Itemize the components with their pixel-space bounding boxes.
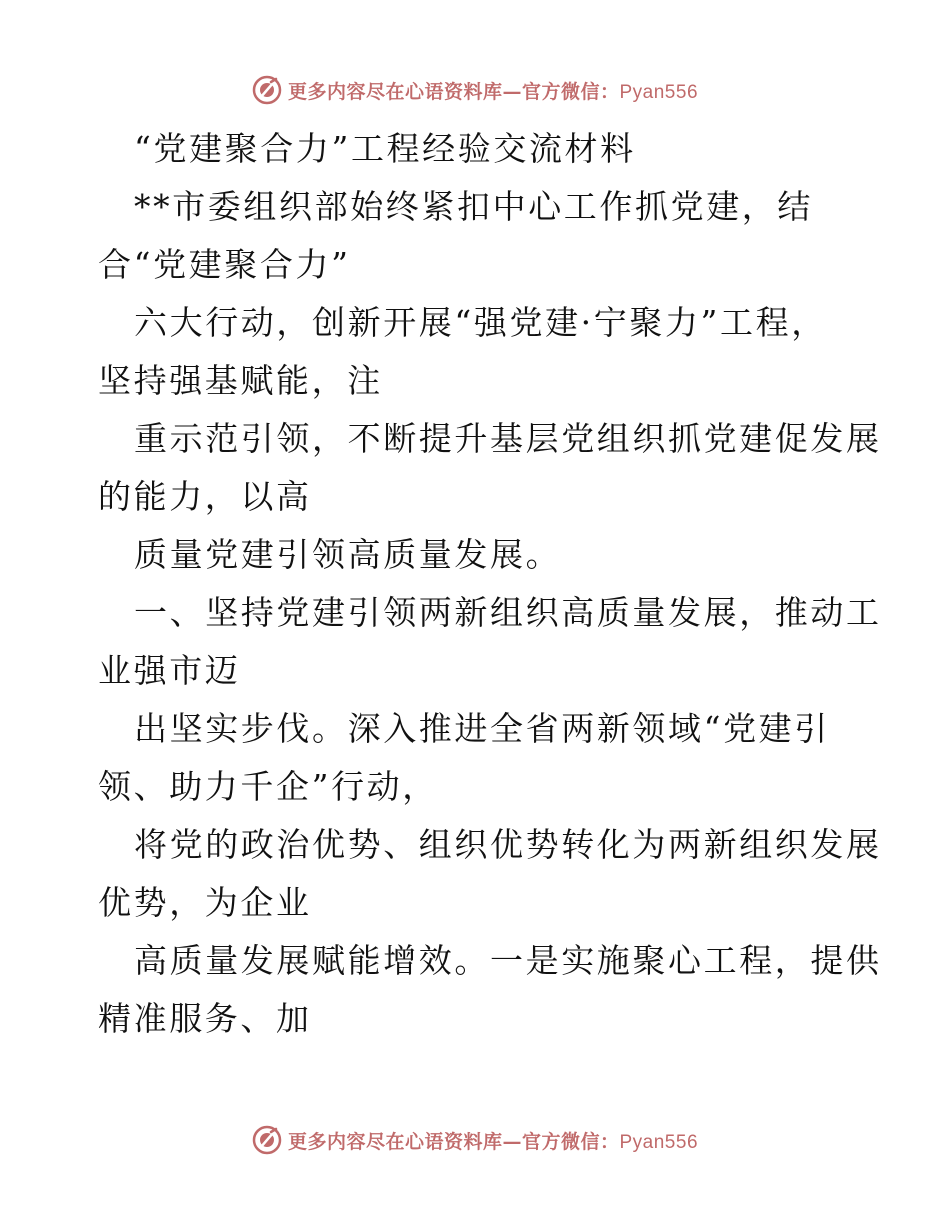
seal-logo-icon bbox=[252, 1125, 282, 1155]
paragraph-line: 出坚实步伐。深入推进全省两新领域“党建引 bbox=[134, 709, 830, 748]
paragraph-line: 高质量发展赋能增效。一是实施聚心工程，提供 bbox=[134, 941, 882, 980]
paragraph-line: 业强市迈 bbox=[98, 651, 241, 690]
paragraph-line: 领、助力千企”行动， bbox=[98, 767, 438, 806]
paragraph-line: 六大行动，创新开展“强党建·宁聚力”工程， bbox=[134, 303, 827, 342]
wechat-handle: Pyan556 bbox=[619, 1131, 699, 1153]
paragraph-line: 重示范引领，不断提升基层党组织抓党建促发展 bbox=[134, 419, 882, 458]
paragraph-line: 质量党建引领高质量发展。 bbox=[134, 535, 562, 574]
document-title: “党建聚合力”工程经验交流材料 bbox=[134, 129, 636, 168]
paragraph-line: 的能力，以高 bbox=[98, 477, 312, 516]
header-banner bbox=[0, 70, 950, 110]
paragraph-line: 将党的政治优势、组织优势转化为两新组织发展 bbox=[134, 825, 882, 864]
section-heading-line: 一、坚持党建引领两新组织高质量发展，推动工 bbox=[134, 593, 882, 632]
paragraph-line: **市委组织部始终紧扣中心工作抓党建，结 bbox=[134, 187, 813, 226]
banner-text: 更多内容尽在心语资料库—官方微信：Pyan556 bbox=[287, 1130, 699, 1153]
paragraph-line: 坚持强基赋能，注 bbox=[98, 361, 383, 400]
paragraph-line: 合“党建聚合力” bbox=[98, 245, 351, 284]
banner-text: 更多内容尽在心语资料库—官方微信：Pyan556 bbox=[287, 80, 699, 103]
document-body bbox=[98, 120, 882, 1048]
footer-banner bbox=[0, 1120, 950, 1160]
seal-logo-icon bbox=[252, 75, 282, 105]
paragraph-line: 精准服务、加 bbox=[98, 999, 312, 1038]
wechat-handle: Pyan556 bbox=[619, 81, 699, 103]
paragraph-line: 优势，为企业 bbox=[98, 883, 312, 922]
